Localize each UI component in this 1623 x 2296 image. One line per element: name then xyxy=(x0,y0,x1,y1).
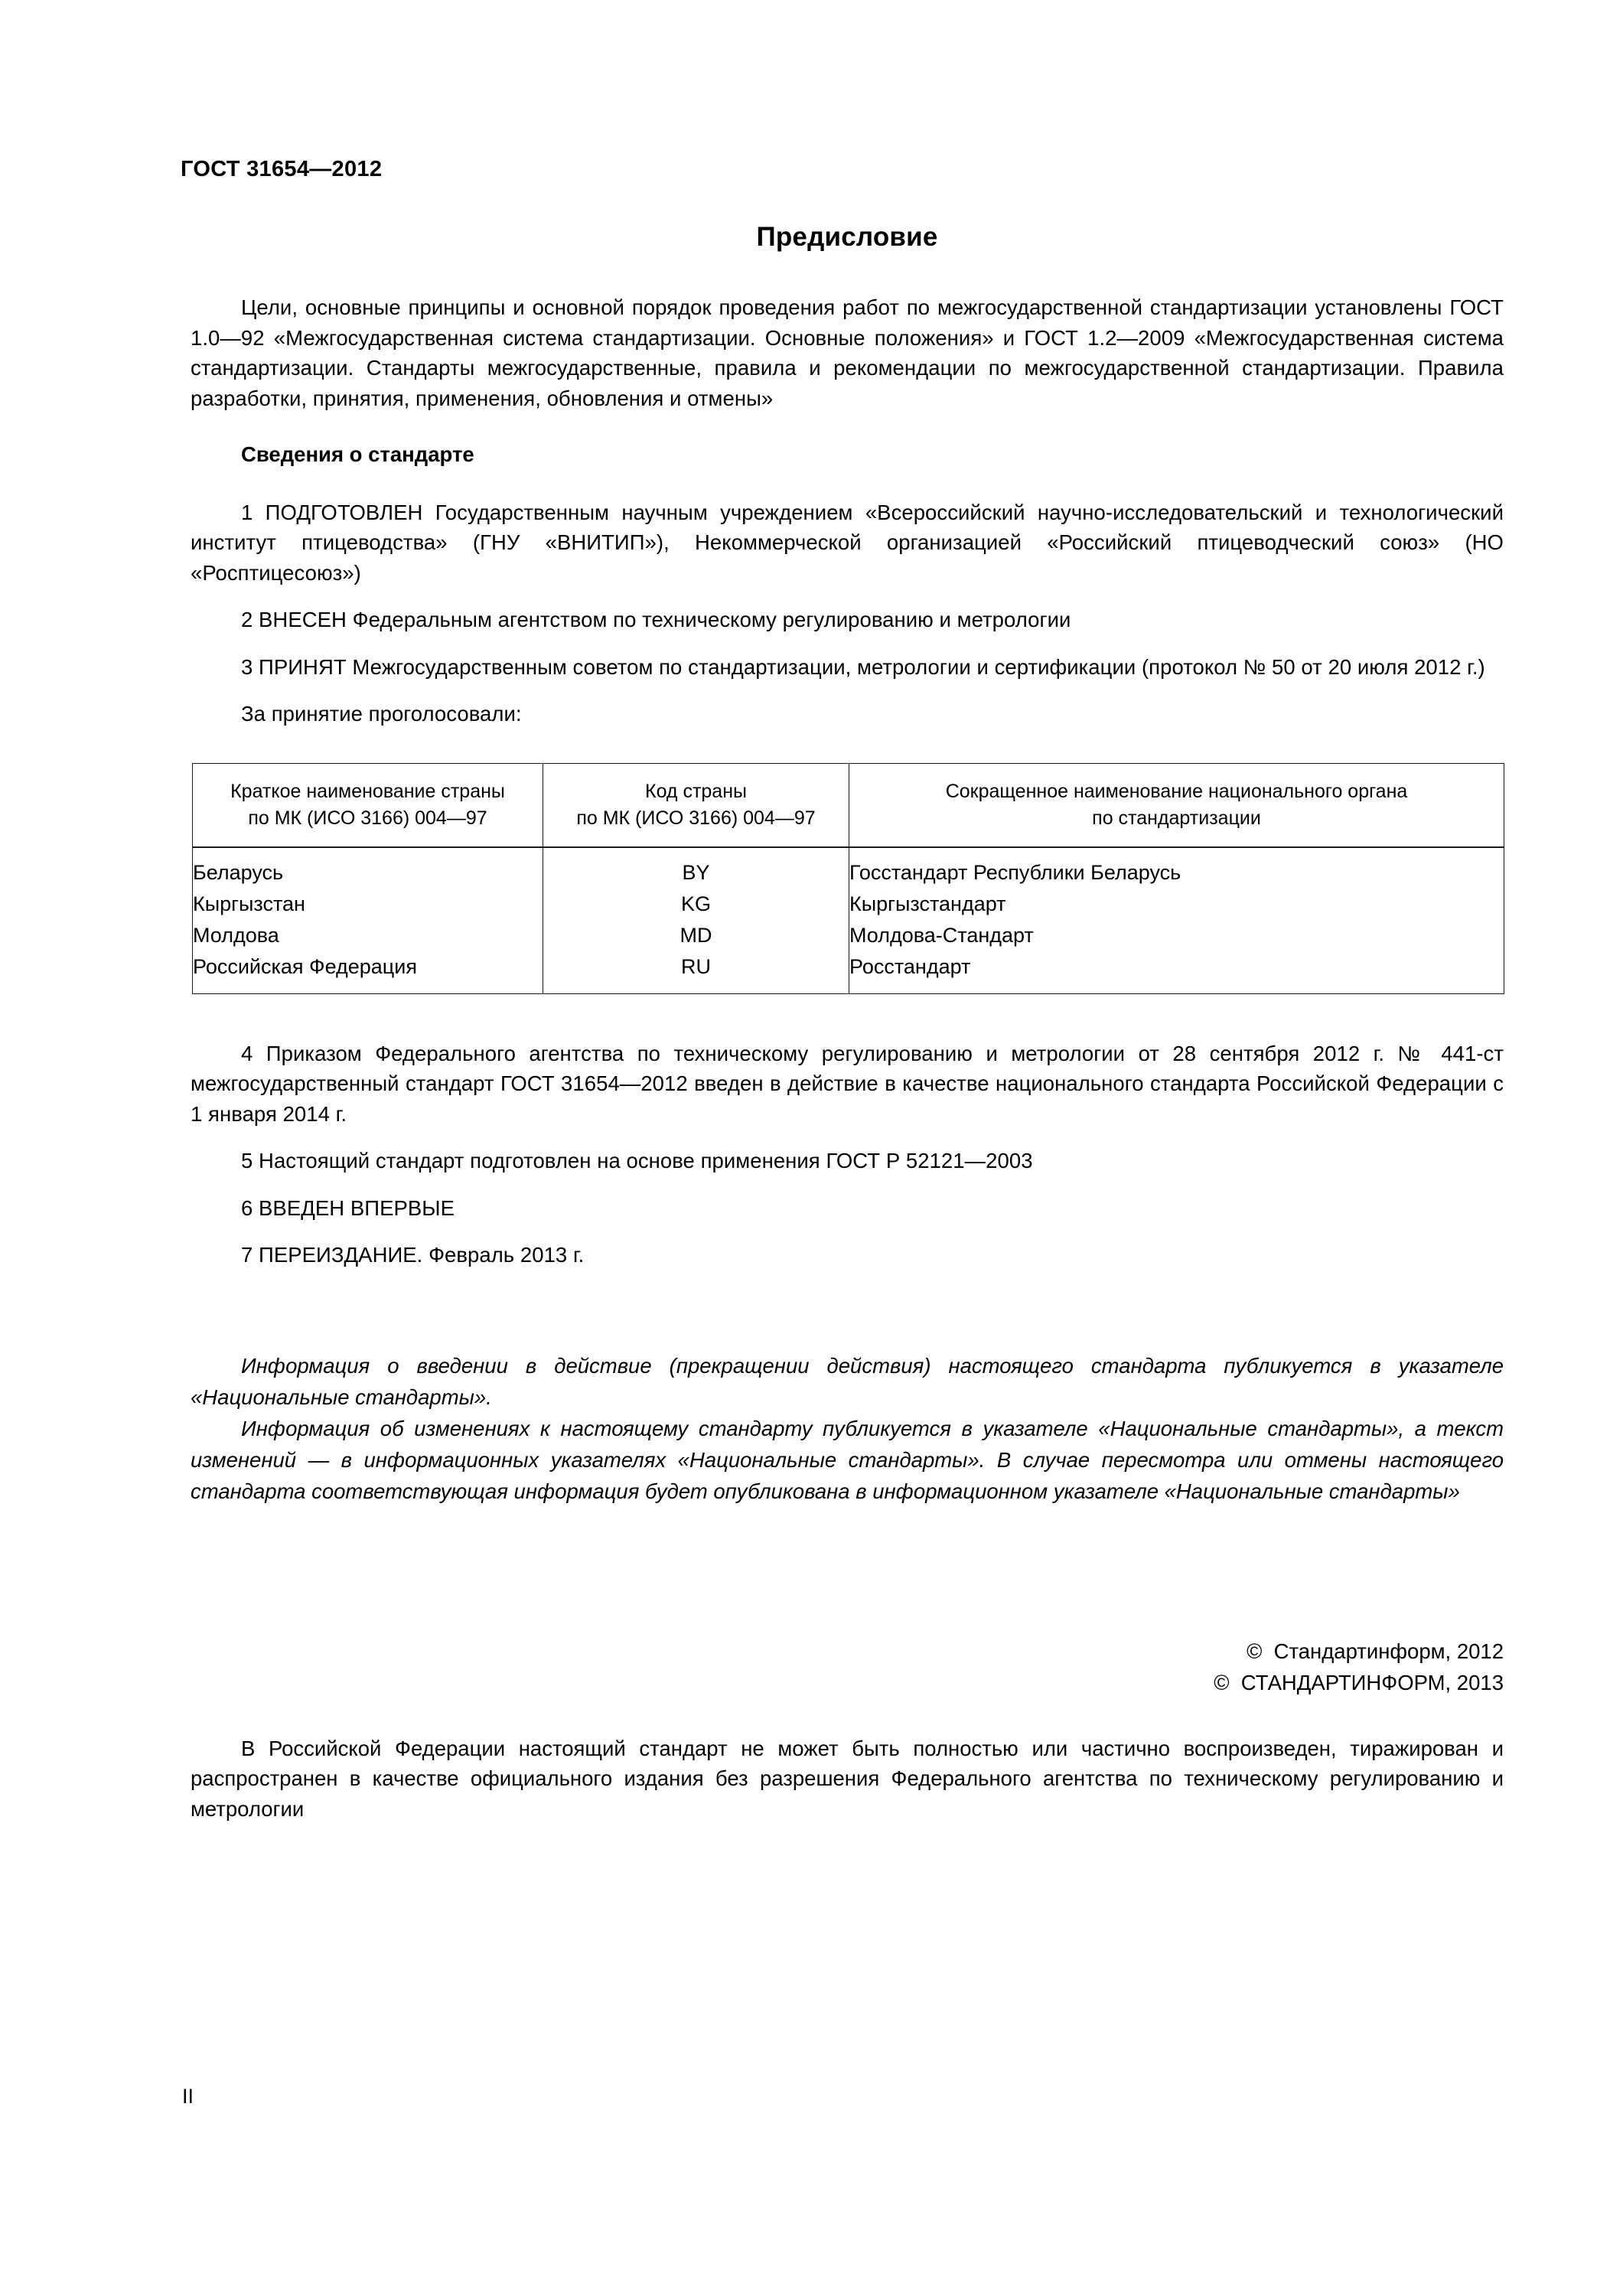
foreword-item-7: 7 ПЕРЕИЗДАНИЕ. Февраль 2013 г. xyxy=(241,1243,585,1267)
country-name-1: Беларусь xyxy=(193,860,284,884)
table-header-country xyxy=(193,763,543,847)
subheading-standard-details: Сведения о стандарте xyxy=(241,442,474,466)
foreword-item-1: 1 ПОДГОТОВЛЕН Государственным научным учреждением «Всероссийский научно-исследовательский и технологический институт птицеводства» (ГНУ «ВНИТИП»), Некоммерческой организацией «Российский птицеводческий союз» (НО «Росптицесоюз») xyxy=(191,500,1504,585)
country-name-2: Кыргызстан xyxy=(193,892,305,915)
table-cell-code xyxy=(543,847,849,994)
country-code-1: BY xyxy=(682,860,710,884)
national-body-2: Кыргызстандарт xyxy=(849,892,1006,915)
vote-table-container xyxy=(192,763,1504,994)
table-header-body-line2: по стандартизации xyxy=(1092,807,1261,829)
foreword-item-4: 4 Приказом Федерального агентства по техническому регулированию и метрологии от 28 сентября 2012 г. № 441-ст межгосударственный стандарт ГОСТ 31654—2012 введен в действие в качестве национального стандарта Российской Федерации с 1 января 2014 г. xyxy=(191,1041,1504,1126)
table-header-code-line2: по МК (ИСО 3166) 004—97 xyxy=(576,807,816,829)
table-cell-country xyxy=(193,847,543,994)
foreword-item-5: 5 Настоящий стандарт подготовлен на основе применения ГОСТ Р 52121—2003 xyxy=(241,1149,1033,1172)
page-content xyxy=(191,222,1504,1824)
notice-block xyxy=(191,1350,1504,1507)
country-code-4: RU xyxy=(681,954,711,978)
foreword-item-3: 3 ПРИНЯТ Межгосударственным советом по стандартизации, метрологии и сертификации (протокол № 50 от 20 июля 2012 г.) xyxy=(241,654,1485,679)
notice-paragraph-2: Информация об изменениях к настоящему стандарту публикуется в указателе «Национальные стандарты», а текст изменений — в информационных указателях «Национальные стандарты». В случае пересмотра или отмены настоящего стандарта соответствующая информация будет опубликована в информационном указателе «Национальные стандарты» xyxy=(191,1416,1504,1503)
table-header-body xyxy=(849,763,1504,847)
country-name-3: Молдова xyxy=(193,923,279,947)
country-code-2: KG xyxy=(680,892,711,915)
country-name-4: Российская Федерация xyxy=(193,954,417,978)
foreword-item-6: 6 ВВЕДЕН ВПЕРВЫЕ xyxy=(241,1195,455,1220)
table-cell-body xyxy=(849,847,1504,994)
copyright-block xyxy=(191,1636,1504,1698)
table-header-country-line2: по МК (ИСО 3166) 004—97 xyxy=(248,807,487,829)
closing-paragraph: В Российской Федерации настоящий стандарт не может быть полностью или частично воспроизведен, тиражирован и распространен в качестве официального издания без разрешения Федерального агентства по техническому регулированию и метрологии xyxy=(191,1736,1504,1821)
vote-intro-text: За принятие проголосовали: xyxy=(241,702,522,726)
national-body-1: Госстандарт Республики Беларусь xyxy=(849,860,1181,884)
foreword-item-2: 2 ВНЕСЕН Федеральным агентством по техническому регулированию и метрологии xyxy=(241,608,1071,631)
table-header-country-line1: Краткое наименование страны xyxy=(230,780,505,802)
table-header-row xyxy=(193,763,1504,847)
page-number: II xyxy=(182,2085,194,2108)
vote-table xyxy=(192,763,1504,994)
copyright-line-2: © СТАНДАРТИНФОРМ, 2013 xyxy=(1214,1670,1504,1694)
table-row xyxy=(193,847,1504,994)
closing-block xyxy=(191,1733,1504,1825)
national-body-4: Росстандарт xyxy=(849,954,971,978)
running-header-standard-number: ГОСТ 31654—2012 xyxy=(181,157,383,181)
notice-paragraph-1: Информация о введении в действие (прекращении действия) настоящего стандарта публикуется в указателе «Национальные стандарты». xyxy=(191,1353,1504,1409)
country-code-3: MD xyxy=(680,923,712,947)
foreword-intro-paragraph: Цели, основные принципы и основной порядок проведения работ по межгосударственной стандартизации установлены ГОСТ 1.0—92 «Межгосударственная система стандартизации. Основные положения» и ГОСТ 1.2—2009 «Межгосударственная система стандартизации. Стандарты межгосударственные, правила и рекомендации по межгосударственной стандартизации. Правила разработки, принятия, применения, обновления и отмены» xyxy=(191,295,1504,410)
table-header-code xyxy=(543,763,849,847)
national-body-3: Молдова-Стандарт xyxy=(849,923,1034,947)
copyright-line-1: © Стандартинформ, 2012 xyxy=(1247,1639,1504,1663)
table-header-code-line1: Код страны xyxy=(645,780,747,802)
table-header-body-line1: Сокращенное наименование национального органа xyxy=(945,780,1408,802)
page-title: Предисловие xyxy=(756,222,938,252)
